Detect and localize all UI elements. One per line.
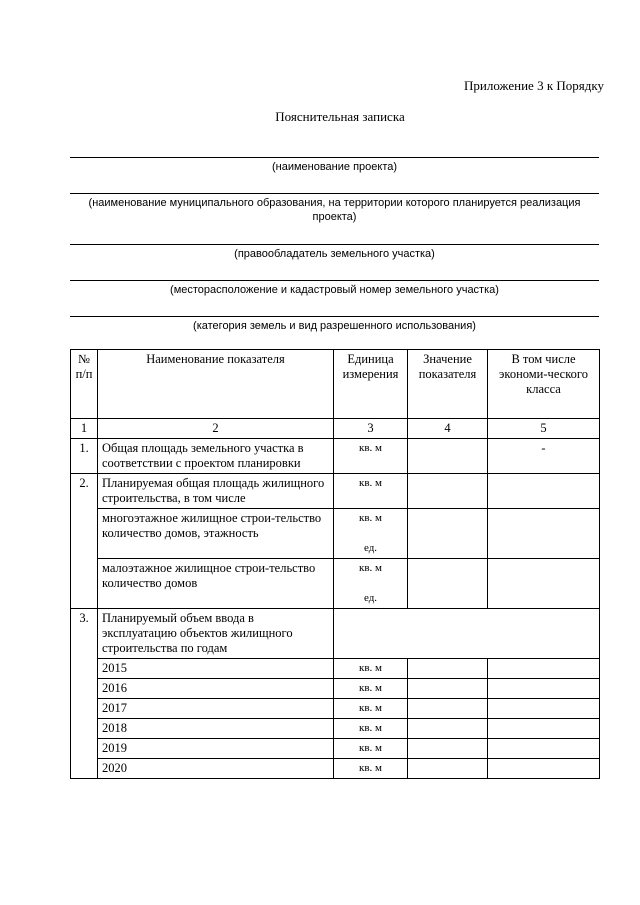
- economy-cell: [488, 719, 600, 739]
- value-cell: [408, 439, 488, 474]
- row-number: 1.: [71, 439, 98, 474]
- indicator-name: [98, 559, 334, 609]
- unit-area: кв. м: [359, 512, 382, 524]
- indicator-name: [98, 509, 334, 559]
- unit-cell: [334, 509, 408, 559]
- value-cell: [408, 759, 488, 779]
- year-label: 2015: [98, 659, 334, 679]
- economy-cell: [488, 759, 600, 779]
- economy-cell: [488, 699, 600, 719]
- value-cell: [408, 699, 488, 719]
- header-number: № п/п: [71, 350, 98, 419]
- economy-cell: [488, 474, 600, 509]
- col-number: 4: [408, 419, 488, 439]
- year-row: [71, 739, 600, 759]
- value-cell: [408, 509, 488, 559]
- table-row: [71, 474, 600, 509]
- year-label: 2016: [98, 679, 334, 699]
- field-caption-land-owner: (правообладатель земельного участка): [234, 248, 435, 260]
- unit-cell: кв. м: [334, 474, 408, 509]
- economy-cell: -: [488, 439, 600, 474]
- economy-cell: [488, 739, 600, 759]
- column-numbers-row: [71, 419, 600, 439]
- year-row: [71, 759, 600, 779]
- field-caption-project-name: (наименование проекта): [271, 161, 398, 173]
- col-number: 2: [98, 419, 334, 439]
- document-title: Пояснительная записка: [275, 109, 405, 124]
- field-line: [70, 316, 599, 317]
- unit-cell: кв. м: [334, 759, 408, 779]
- unit-cell: кв. м: [334, 679, 408, 699]
- value-cell: [408, 659, 488, 679]
- multistorey-label: многоэтажное жилищное строи-тельство: [102, 511, 322, 525]
- table-row: [71, 559, 600, 609]
- year-label: 2017: [98, 699, 334, 719]
- field-caption-land-category: (категория земель и вид разрешенного использования): [193, 320, 476, 332]
- economy-cell: [488, 659, 600, 679]
- unit-count: ед.: [363, 542, 378, 554]
- unit-cell: кв. м: [334, 719, 408, 739]
- header-unit: Единица измерения: [334, 350, 408, 419]
- value-cell: [408, 559, 488, 609]
- header-value: Значение показателя: [408, 350, 488, 419]
- header-indicator-name: Наименование показателя: [98, 350, 334, 419]
- table-header-row: [71, 350, 600, 419]
- col-number: 5: [488, 419, 600, 439]
- unit-area: кв. м: [359, 562, 382, 574]
- field-line: [70, 157, 599, 158]
- value-cell: [408, 719, 488, 739]
- year-row: [71, 659, 600, 679]
- lowrise-label: малоэтажное жилищное строи-тельство: [102, 561, 316, 575]
- unit-cell: кв. м: [334, 439, 408, 474]
- unit-cell: кв. м: [334, 699, 408, 719]
- lowrise-count-label: количество домов: [102, 576, 198, 590]
- year-label: 2020: [98, 759, 334, 779]
- col-number: 1: [71, 419, 98, 439]
- economy-cell: [488, 559, 600, 609]
- year-row: [71, 699, 600, 719]
- unit-cell: кв. м: [334, 659, 408, 679]
- appendix-label: Приложение 3 к Порядку: [464, 78, 604, 93]
- value-cell: [408, 739, 488, 759]
- merged-cell: [334, 609, 600, 659]
- row-number: 3.: [71, 609, 98, 779]
- table-row: [71, 439, 600, 474]
- field-line: [70, 280, 599, 281]
- field-caption-municipality: (наименование муниципального образования, на территории которого планируется реализация проекта): [88, 197, 581, 223]
- field-line: [70, 244, 599, 245]
- row-number: 2.: [71, 474, 98, 609]
- table-row: [71, 509, 600, 559]
- economy-cell: [488, 509, 600, 559]
- table-row: [71, 609, 600, 659]
- year-row: [71, 679, 600, 699]
- unit-cell: кв. м: [334, 739, 408, 759]
- indicator-name: Планируемый объем ввода в эксплуатацию объектов жилищного строительства по годам: [98, 609, 334, 659]
- multistorey-count-label: количество домов, этажность: [102, 526, 259, 540]
- year-label: 2018: [98, 719, 334, 739]
- col-number: 3: [334, 419, 408, 439]
- unit-cell: [334, 559, 408, 609]
- value-cell: [408, 679, 488, 699]
- field-caption-location: (месторасположение и кадастровый номер земельного участка): [170, 284, 499, 296]
- economy-cell: [488, 679, 600, 699]
- unit-count: ед.: [363, 592, 378, 604]
- indicators-table: [70, 349, 600, 779]
- indicator-name: Общая площадь земельного участка в соответствии с проектом планировки: [98, 439, 334, 474]
- header-economy-class: В том числе экономи-ческого класса: [488, 350, 600, 419]
- indicator-name: Планируемая общая площадь жилищного строительства, в том числе: [98, 474, 334, 509]
- year-label: 2019: [98, 739, 334, 759]
- field-line: [70, 193, 599, 194]
- year-row: [71, 719, 600, 739]
- value-cell: [408, 474, 488, 509]
